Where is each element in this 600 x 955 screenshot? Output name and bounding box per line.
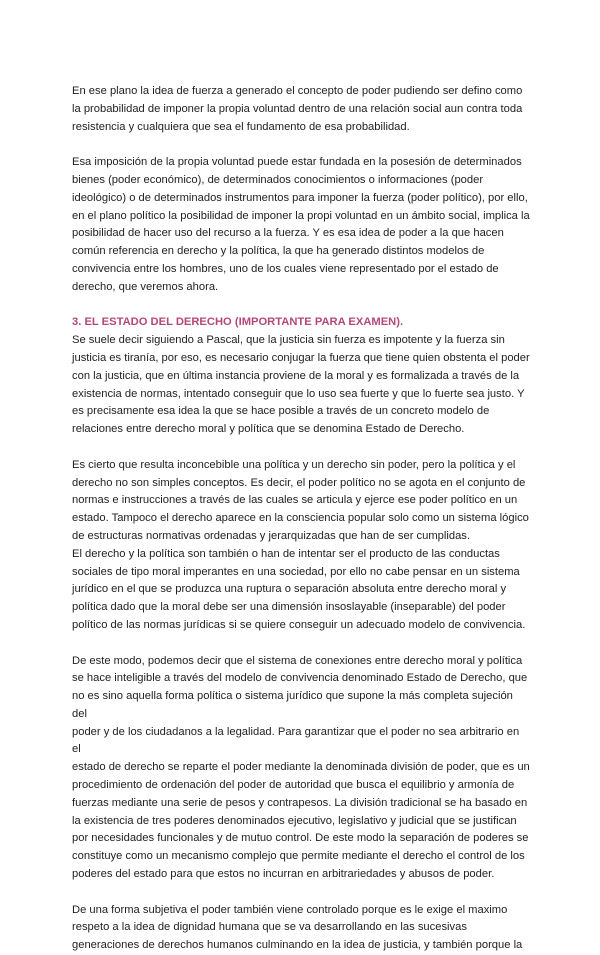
section-heading: 3. EL ESTADO DEL DERECHO (IMPORTANTE PARA EXAMEN).: [72, 316, 404, 329]
paragraph-pascal-justicia: Se suele decir siguiendo a Pascal, que la justicia sin fuerza es impotente y la fuerza sin justicia es tiranía, por eso, es necesario conjugar la fuerza que tiene quien obstenta el poder con la justicia, que en última instancia proviene de la moral y es formalizada a través de la existencia de normas, intentado conseguir que lo uso sea fuerte y que lo fuerte sea justo. Y es precisamente esa idea la que se hace posible a través de un concreto modelo de relaciones entre derecho moral y política que se denomina Estado de Derecho.: [72, 334, 530, 436]
paragraph-poder-definicion: En ese plano la idea de fuerza a generado el concepto de poder pudiendo ser defino como la probabilidad de imponer la propia voluntad dentro de una relación social aun contra toda resistencia y cualquiera que sea el fundamento de esa probabilidad.: [72, 85, 523, 133]
document-body: [72, 83, 530, 955]
paragraph-dignidad-humana: De una forma subjetiva el poder también viene controlado porque es le exige el maximo respeto a la idea de dignidad humana que se va desarrollando en las sucesivas generaciones de derechos humanos culminando en la idea de justicia, y también porque la: [72, 903, 523, 952]
paragraph-division-poderes: De este modo, podemos decir que el sistema de conexiones entre derecho moral y política se hace inteligible a través del modelo de convivencia denominado Estado de Derecho, que no es sino aquella forma política o sistema jurídico que supone la más completa sujeción del poder y de los ciudadanos a la legalidad. Para garantizar que el poder no sea arbitrario en el estado de derecho se reparte el poder mediante la denominada división de poder, que es un procedimiento de ordenación del poder de autoridad que busca el equilibrio y armonía de fuerzas mediante una serie de pesos y contrapesos. La división tradicional se ha basado en la existencia de tres poderes denominados ejecutivo, legislativo y judicial que se justifican por necesidades funcionales y de mutuo control. De este modo la separación de poderes se constituye como un mecanismo complejo que permite mediante el derecho el control de los poderes del estado para que estos no incurran en arbitrariedades y abusos de poder.: [72, 654, 530, 881]
paragraph-politica-derecho: Es cierto que resulta inconcebible una política y un derecho sin poder, pero la política y el derecho no son simples conceptos. Es decir, el poder político no se agota en el conjunto de normas e instrucciones a través de las cuales se articula y ejerce ese poder político en un estado. Tampoco el derecho aparece en la consciencia popular solo como un sistema lógico de estructuras normativas ordenadas y jerarquizadas que han de ser cumplidas. El derecho y la política son también o han de intentar ser el producto de las conductas sociales de tipo moral imperantes en una sociedad, por ello no cabe pensar en un sistema jurídico en el que se produzca una ruptura o separación absoluta entre derecho moral y política dado que la moral debe ser una dimensión insoslayable (inseparable) del poder político de las normas jurídicas si se quiere conseguir un adecuado modelo de convivencia.: [72, 458, 529, 631]
paragraph-imposicion-voluntad: Esa imposición de la propia voluntad puede estar fundada en la posesión de determinados bienes (poder económico), de determinados conocimientos o informaciones (poder ideológico) o de determinados instrumentos para imponer la fuerza (poder político), por ello, en el plano político la posibilidad de imponer la propi voluntad en un ámbito social, implica la posibilidad de hacer uso del recurso a la fuerza. Y es esa idea de poder a la que hacen común referencia en derecho y la política, la que ha generado distintos modelos de convivencia entre los hombres, uno de los cuales viene representado por el estado de derecho, que veremos ahora.: [72, 156, 530, 293]
